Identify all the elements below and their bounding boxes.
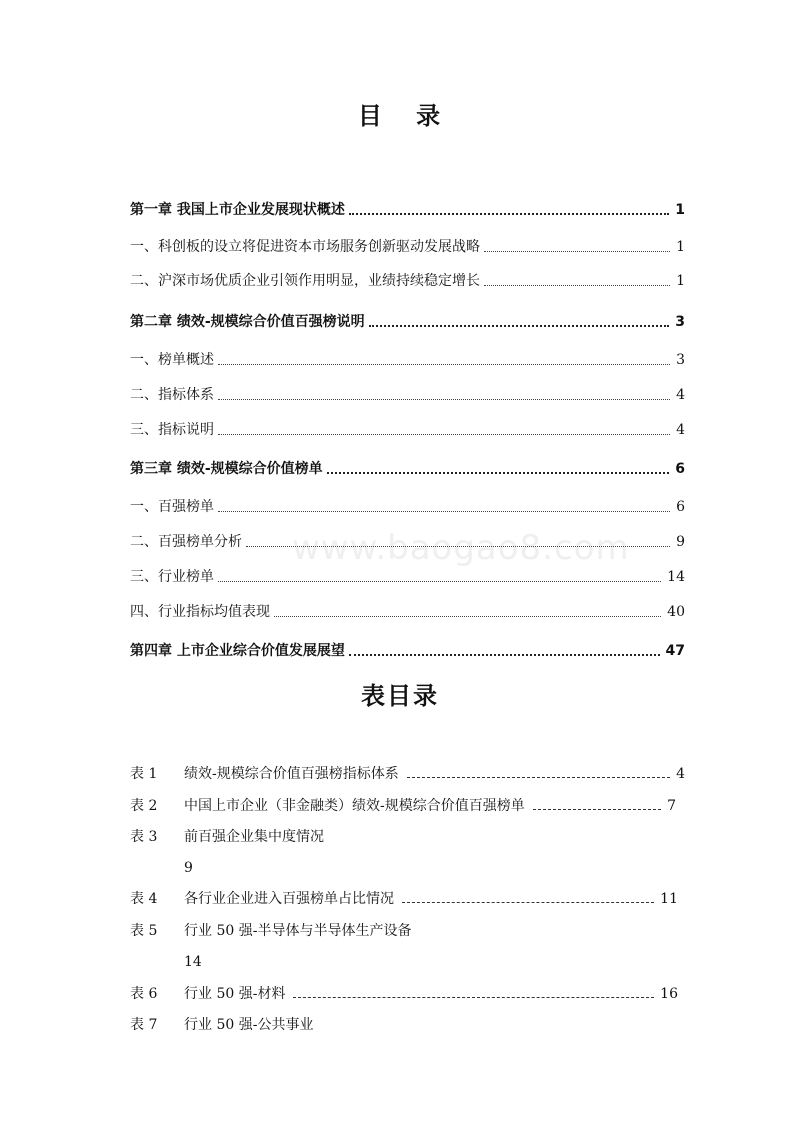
toc-entry-chapter-2[interactable] <box>130 311 685 333</box>
table-entry[interactable] <box>130 983 678 1005</box>
toc-entry-section[interactable] <box>130 384 685 406</box>
dot-leader <box>369 325 670 327</box>
table-name: 各行业企业进入百强榜单占比情况 <box>184 891 394 907</box>
dot-leader <box>218 399 670 400</box>
toc-entry-section[interactable] <box>130 601 685 623</box>
table-number: 表 5 <box>130 923 158 939</box>
table-page: 16 <box>660 986 678 1002</box>
table-entry[interactable] <box>130 920 685 942</box>
dot-leader <box>218 434 670 435</box>
dot-leader <box>349 654 660 656</box>
toc-entry-page: 47 <box>665 643 685 659</box>
table-number: 表 1 <box>130 766 158 782</box>
table-name: 绩效-规模综合价值百强榜指标体系 <box>184 766 399 782</box>
toc-entry-label: 二、沪深市场优质企业引领作用明显，业绩持续稳定增长 <box>130 273 480 289</box>
table-name: 行业 50 强-材料 <box>184 986 286 1002</box>
toc-entry-page: 9 <box>676 534 685 550</box>
toc-entry-page: 1 <box>676 273 685 289</box>
toc-entry-chapter-4[interactable] <box>130 640 685 662</box>
toc-entry-page: 1 <box>676 239 685 255</box>
dash-leader <box>402 902 654 903</box>
toc-entry-label: 第二章 绩效-规模综合价值百强榜说明 <box>130 314 365 330</box>
toc-entry-label: 四、行业指标均值表现 <box>130 604 270 620</box>
dot-leader <box>484 251 670 252</box>
table-entry[interactable] <box>130 826 685 848</box>
dot-leader <box>327 472 670 474</box>
dot-leader <box>484 285 670 286</box>
toc-entry-label: 三、行业榜单 <box>130 569 214 585</box>
toc-entry-label: 一、百强榜单 <box>130 499 214 515</box>
table-name: 中国上市企业（非金融类）绩效-规模综合价值百强榜单 <box>184 798 525 814</box>
tables-title: 表目录 <box>361 682 439 710</box>
toc-entry-page: 4 <box>676 422 685 438</box>
table-number: 表 7 <box>130 1017 158 1033</box>
table-number: 表 4 <box>130 891 158 907</box>
toc-entry-page: 14 <box>667 569 685 585</box>
toc-entry-label: 第一章 我国上市企业发展现状概述 <box>130 202 345 218</box>
table-number: 表 2 <box>130 798 158 814</box>
table-entry[interactable] <box>130 795 676 817</box>
toc-entry-label: 一、榜单概述 <box>130 352 214 368</box>
dash-leader <box>293 997 654 998</box>
table-entry[interactable] <box>130 763 685 785</box>
toc-entry-section[interactable] <box>130 419 685 441</box>
dot-leader <box>218 511 670 512</box>
toc-entry-section[interactable] <box>130 566 685 588</box>
toc-entry-label: 第四章 上市企业综合价值发展展望 <box>130 643 345 659</box>
toc-entry-section[interactable] <box>130 349 685 371</box>
table-name: 前百强企业集中度情况 <box>184 829 324 845</box>
toc-entry-section[interactable] <box>130 496 685 518</box>
toc-entry-label: 二、指标体系 <box>130 387 214 403</box>
table-page: 4 <box>676 766 685 782</box>
toc-entry-page: 6 <box>676 499 685 515</box>
table-page: 7 <box>667 798 676 814</box>
table-page: 11 <box>660 891 678 907</box>
toc-title: 目 录 <box>357 102 443 130</box>
toc-entry-page: 6 <box>675 461 685 477</box>
toc-entry-page: 4 <box>676 387 685 403</box>
table-page: 14 <box>184 954 202 970</box>
table-page: 9 <box>184 860 193 876</box>
toc-entry-page: 40 <box>667 604 685 620</box>
table-name: 行业 50 强-半导体与半导体生产设备 <box>184 923 412 939</box>
table-entry[interactable] <box>130 888 678 910</box>
dot-leader <box>218 364 670 365</box>
toc-entry-label: 三、指标说明 <box>130 422 214 438</box>
toc-entry-label: 二、百强榜单分析 <box>130 534 242 550</box>
dot-leader <box>218 581 661 582</box>
table-number: 表 6 <box>130 986 158 1002</box>
toc-entry-chapter-3[interactable] <box>130 458 685 480</box>
table-entry[interactable] <box>130 1014 685 1036</box>
toc-entry-chapter-1[interactable] <box>130 199 685 221</box>
dot-leader <box>349 213 669 215</box>
toc-entry-section[interactable] <box>130 270 685 292</box>
dash-leader <box>407 777 670 778</box>
dot-leader <box>274 616 661 617</box>
toc-entry-label: 第三章 绩效-规模综合价值榜单 <box>130 461 323 477</box>
toc-entry-page: 1 <box>675 202 685 218</box>
dash-leader <box>533 809 661 810</box>
table-number: 表 3 <box>130 829 158 845</box>
watermark: www.baogao8.com <box>292 528 630 568</box>
toc-entry-page: 3 <box>676 352 685 368</box>
toc-entry-label: 一、科创板的设立将促进资本市场服务创新驱动发展战略 <box>130 239 480 255</box>
toc-entry-section[interactable] <box>130 236 685 258</box>
toc-entry-page: 3 <box>675 314 685 330</box>
table-name: 行业 50 强-公共事业 <box>184 1017 314 1033</box>
